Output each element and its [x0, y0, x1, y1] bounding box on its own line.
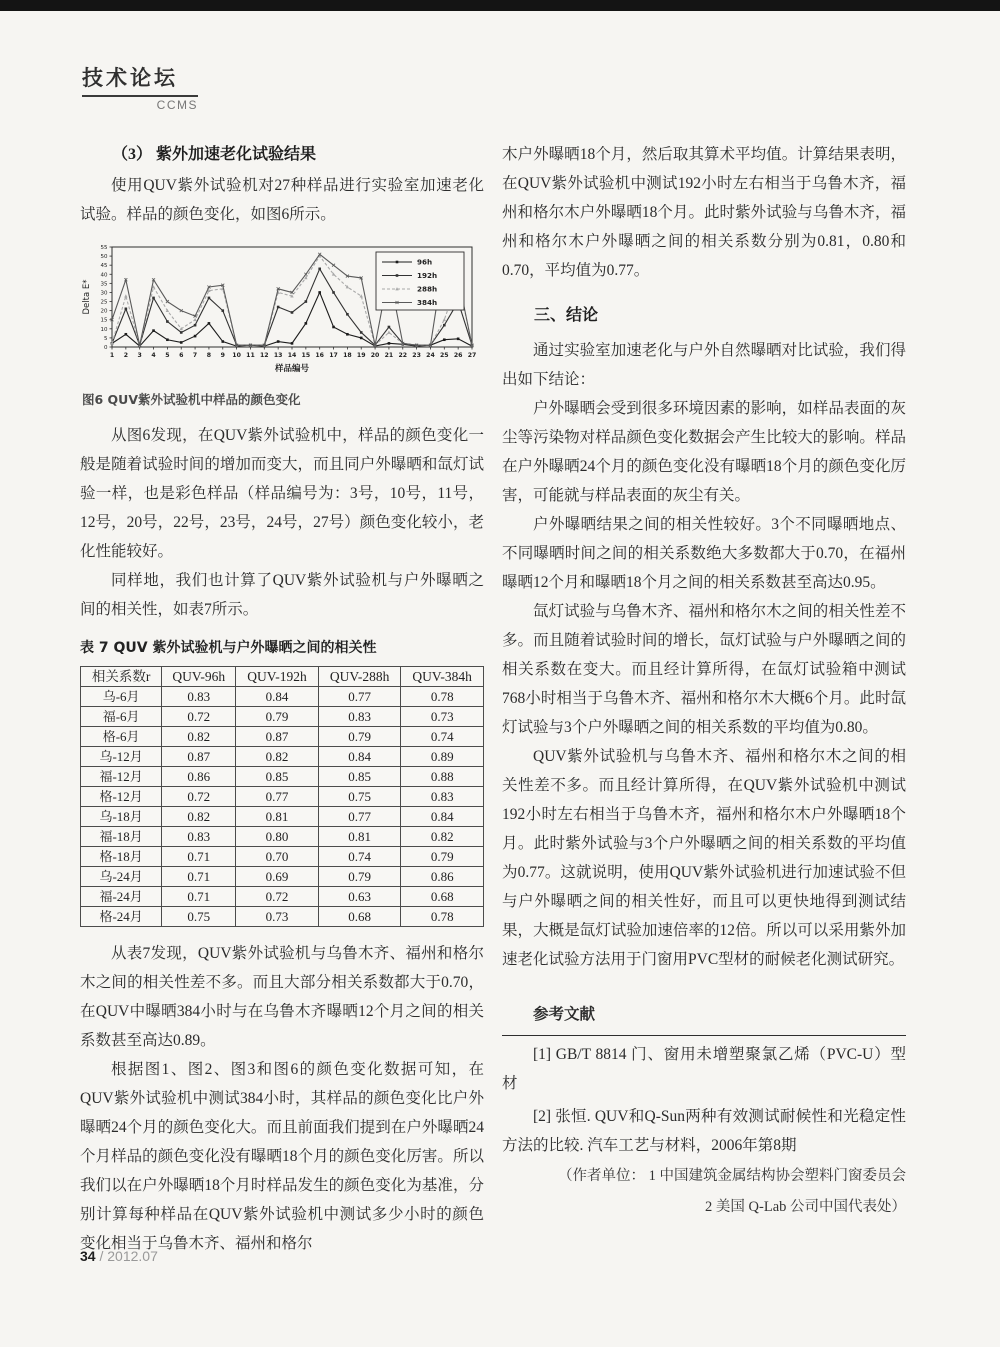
svg-text:21: 21 [384, 352, 394, 359]
table-cell: 0.77 [318, 807, 401, 827]
svg-text:17: 17 [329, 352, 338, 359]
table-cell: 格-12月 [81, 787, 162, 807]
table-cell: 0.63 [318, 887, 401, 907]
paragraph: 同样地，我们也计算了QUV紫外试验机与户外曝晒之间的相关性，如表7所示。 [80, 572, 484, 618]
svg-text:192h: 192h [417, 271, 438, 281]
table-row [81, 687, 484, 707]
masthead-subtitle: CCMS [156, 98, 198, 112]
table-cell: 0.83 [162, 687, 236, 707]
table-cell: 0.87 [162, 747, 236, 767]
svg-text:5: 5 [104, 335, 108, 342]
table-cell: 0.74 [318, 847, 401, 867]
table-cell: 0.86 [162, 767, 236, 787]
figure6-caption: 图6 QUV紫外试验机中样品的颜色变化 [82, 392, 301, 407]
correlation-table-header-row [81, 667, 484, 687]
chart-x-axis-label: 样品编号 [274, 364, 310, 374]
svg-text:25: 25 [439, 352, 449, 359]
svg-text:25: 25 [100, 299, 108, 306]
reference-item: [1] GB/T 8814 门、窗用未增塑聚氯乙烯（PVC-U）型材 [502, 1046, 906, 1092]
table-cell: 0.72 [236, 887, 319, 907]
svg-text:30: 30 [100, 290, 108, 297]
table-cell: 乌-12月 [81, 747, 162, 767]
svg-text:12: 12 [259, 352, 269, 359]
table-row [81, 807, 484, 827]
table-cell: 0.78 [401, 907, 484, 927]
masthead [82, 62, 198, 112]
table-cell: 乌-24月 [81, 867, 162, 887]
table-row [81, 847, 484, 867]
table-cell: 0.82 [401, 827, 484, 847]
table-cell: 0.88 [401, 767, 484, 787]
page-footer [80, 1248, 158, 1264]
footer-separator: / [99, 1248, 104, 1264]
table-row [81, 827, 484, 847]
table-cell: 0.85 [236, 767, 319, 787]
table-cell: 0.74 [401, 727, 484, 747]
svg-text:8: 8 [206, 352, 212, 359]
svg-text:13: 13 [273, 352, 283, 359]
table-cell: 格-24月 [81, 907, 162, 927]
paragraph: QUV紫外试验机与乌鲁木齐、福州和格尔木之间的相关性差不多。而且经计算所得，在QUV紫外试验机中测试192小时左右相当于乌鲁木齐，福州和格尔木户外曝晒18个月。此时紫外试验与3个户外曝晒之间的相关系数的平均值为0.77。这就说明，使用QUV紫外试验机进行加速试验不但与户外曝晒之间的相关性好，而且可以更快地得到测试结果，大概是氙灯试验加速倍率的12倍。所以可以采用紫外加速老化试验方法用于门窗用PVC型材的耐候老化测试研究。 [502, 748, 906, 968]
paragraph: 使用QUV紫外试验机对27种样品进行实验室加速老化试验。样品的颜色变化，如图6所示。 [80, 177, 484, 223]
table-cell: 0.82 [236, 747, 319, 767]
table-cell: 0.83 [162, 827, 236, 847]
masthead-title: 技术论坛 [82, 62, 198, 97]
table-cell: 0.71 [162, 887, 236, 907]
table-cell: 乌-18月 [81, 807, 162, 827]
table-header-cell: 相关系数r [81, 667, 162, 687]
table-cell: 0.68 [401, 887, 484, 907]
section-heading-uv-results: （3） 紫外加速老化试验结果 [112, 146, 317, 163]
svg-text:6: 6 [179, 352, 184, 359]
table-cell: 0.73 [401, 707, 484, 727]
table-cell: 0.77 [236, 787, 319, 807]
paragraph: 从表7发现，QUV紫外试验机与乌鲁木齐、福州和格尔木之间的相关性差不多。而且大部分相关系数都大于0.70，在QUV中曝晒384小时与在乌鲁木齐曝晒12个月之间的相关系数甚至高达0.89。 [80, 945, 484, 1049]
svg-text:9: 9 [220, 352, 225, 359]
table-cell: 0.89 [401, 747, 484, 767]
table-cell: 0.86 [401, 867, 484, 887]
references-heading: 参考文献 [533, 1006, 596, 1023]
figure6-svg [80, 241, 478, 387]
paragraph: 从图6发现，在QUV紫外试验机中，样品的颜色变化一般是随着试验时间的增加而变大，而且同户外曝晒和氙灯试验一样，也是彩色样品（样品编号为：3号，10号，11号，12号，20号，22号，23号，24号，27号）颜色变化较小，老化性能较好。 [80, 427, 484, 560]
svg-text:18: 18 [343, 352, 352, 359]
table-row [81, 707, 484, 727]
table-row [81, 887, 484, 907]
svg-text:40: 40 [100, 272, 108, 279]
table-cell: 福-18月 [81, 827, 162, 847]
table-row [81, 907, 484, 927]
table-header-cell: QUV-288h [318, 667, 401, 687]
svg-text:23: 23 [412, 352, 421, 359]
table-cell: 0.75 [162, 907, 236, 927]
svg-text:10: 10 [232, 352, 241, 359]
svg-text:14: 14 [287, 352, 297, 359]
table-cell: 乌-6月 [81, 687, 162, 707]
table-cell: 0.77 [318, 687, 401, 707]
table-cell: 0.83 [401, 787, 484, 807]
paragraph: 根据图1、图2、图3和图6的颜色变化数据可知，在QUV紫外试验机中测试384小时，其样品的颜色变化比户外曝晒24个月的颜色变化大。而且前面我们提到在户外曝晒24个月样品的颜色变化没有曝晒18个月的颜色变化厉害。所以我们以在户外曝晒18个月时样品发生的颜色变化为基准，分别计算每种样品在QUV紫外试验机中测试多少小时的颜色变化相当于乌鲁木齐、福州和格尔 [80, 1061, 484, 1252]
table-cell: 0.81 [318, 827, 401, 847]
footer-issue: 2012.07 [107, 1248, 158, 1264]
svg-text:20: 20 [370, 352, 380, 359]
table-cell: 0.84 [318, 747, 401, 767]
table-cell: 0.87 [236, 727, 319, 747]
svg-text:20: 20 [100, 308, 108, 315]
table-cell: 福-6月 [81, 707, 162, 727]
svg-text:7: 7 [192, 352, 198, 359]
table-row [81, 867, 484, 887]
table-cell: 0.84 [236, 687, 319, 707]
table-header-cell: QUV-192h [236, 667, 319, 687]
table7-title: 表 7 QUV 紫外试验机与户外曝晒之间的相关性 [80, 640, 377, 656]
correlation-table [80, 666, 484, 927]
paragraph: 户外曝晒结果之间的相关性较好。3个不同曝晒地点、不同曝晒时间之间的相关系数绝大多数都大于0.70，在福州曝晒12个月和曝晒18个月之间的相关系数甚至高达0.95。 [502, 516, 906, 591]
table-cell: 格-6月 [81, 727, 162, 747]
figure6-chart [80, 241, 484, 387]
table-header-cell: QUV-96h [162, 667, 236, 687]
table-cell: 0.79 [318, 867, 401, 887]
svg-text:5: 5 [165, 352, 170, 359]
svg-text:35: 35 [100, 281, 108, 288]
table-cell: 0.84 [401, 807, 484, 827]
paragraph: 木户外曝晒18个月，然后取其算术平均值。计算结果表明，在QUV紫外试验机中测试192小时左右相当于乌鲁木齐，福州和格尔木户外曝晒18个月。此时紫外试验与乌鲁木齐，福州和格尔木户外曝晒之间的相关系数分别为0.81，0.80和0.70，平均值为0.77。 [502, 146, 906, 279]
chart-y-axis-label: Delta E* [82, 279, 92, 315]
table-cell: 0.78 [401, 687, 484, 707]
table-cell: 0.71 [162, 847, 236, 867]
svg-text:11: 11 [246, 352, 255, 359]
table-cell: 0.79 [401, 847, 484, 867]
table-cell: 0.68 [318, 907, 401, 927]
page-top-bar [0, 0, 1000, 11]
table-cell: 0.69 [236, 867, 319, 887]
table-cell: 0.79 [236, 707, 319, 727]
table-row [81, 787, 484, 807]
table-cell: 0.85 [318, 767, 401, 787]
table-cell: 格-18月 [81, 847, 162, 867]
table-cell: 福-12月 [81, 767, 162, 787]
table-cell: 0.79 [318, 727, 401, 747]
table-cell: 0.70 [236, 847, 319, 867]
svg-text:27: 27 [467, 352, 477, 359]
table-cell: 0.71 [162, 867, 236, 887]
section-heading-conclusion: 三、结论 [534, 307, 599, 324]
table-row [81, 767, 484, 787]
svg-text:2: 2 [123, 352, 129, 359]
table-cell: 0.83 [318, 707, 401, 727]
svg-text:22: 22 [398, 352, 408, 359]
left-column [80, 140, 484, 1258]
paragraph: 户外曝晒会受到很多环境因素的影响，如样品表面的灰尘等污染物对样品颜色变化数据会产生比较大的影响。样品在户外曝晒24个月的颜色变化没有曝晒18个月的颜色变化厉害，可能就与样品表面的灰尘有关。 [502, 400, 906, 504]
svg-text:50: 50 [100, 254, 108, 261]
table-cell: 0.80 [236, 827, 319, 847]
svg-text:96h: 96h [417, 257, 433, 267]
table-cell: 0.72 [162, 707, 236, 727]
svg-text:15: 15 [100, 317, 108, 324]
svg-text:24: 24 [426, 352, 435, 359]
chart-legend [376, 252, 464, 310]
reference-item: [2] 张恒. QUV和Q-Sun两种有效测试耐候性和光稳定性方法的比较. 汽车工艺与材料，2006年第8期 [502, 1108, 906, 1154]
svg-text:19: 19 [356, 352, 366, 359]
svg-text:55: 55 [100, 245, 108, 251]
table-row [81, 727, 484, 747]
table-cell: 0.72 [162, 787, 236, 807]
page-number: 34 [80, 1248, 96, 1264]
table-cell: 0.75 [318, 787, 401, 807]
svg-text:4: 4 [151, 352, 156, 359]
paragraph: 氙灯试验与乌鲁木齐、福州和格尔木之间的相关性差不多。而且随着试验时间的增长，氙灯试验与户外曝晒之间的相关系数在变大。而且经计算所得，在氙灯试验箱中测试768小时相当于乌鲁木齐、福州和格尔木大概6个月。此时氙灯试验与3个户外曝晒之间的相关系数的平均值为0.80。 [502, 603, 906, 736]
svg-text:0: 0 [104, 345, 108, 351]
svg-text:15: 15 [301, 352, 311, 359]
table-header-cell: QUV-384h [401, 667, 484, 687]
table-cell: 0.82 [162, 727, 236, 747]
table-cell: 0.81 [236, 807, 319, 827]
svg-text:3: 3 [137, 352, 142, 359]
table-cell: 福-24月 [81, 887, 162, 907]
correlation-table-body [81, 687, 484, 927]
author-affiliation-line: 2 美国 Q-Lab 公司中国代表处） [705, 1199, 906, 1215]
author-affiliation-line: （作者单位： 1 中国建筑金属结构协会塑料门窗委员会 [558, 1168, 906, 1184]
svg-text:10: 10 [100, 326, 108, 333]
paragraph: 通过实验室加速老化与户外自然曝晒对比试验，我们得出如下结论： [502, 342, 906, 388]
table-cell: 0.73 [236, 907, 319, 927]
references-section [502, 1000, 906, 1036]
table-row [81, 747, 484, 767]
svg-text:45: 45 [100, 263, 108, 270]
svg-text:384h: 384h [417, 298, 438, 308]
right-column [502, 140, 906, 1222]
svg-text:1: 1 [109, 352, 115, 359]
svg-text:26: 26 [453, 352, 463, 359]
table-cell: 0.82 [162, 807, 236, 827]
svg-text:16: 16 [315, 352, 325, 359]
svg-text:288h: 288h [417, 284, 438, 294]
